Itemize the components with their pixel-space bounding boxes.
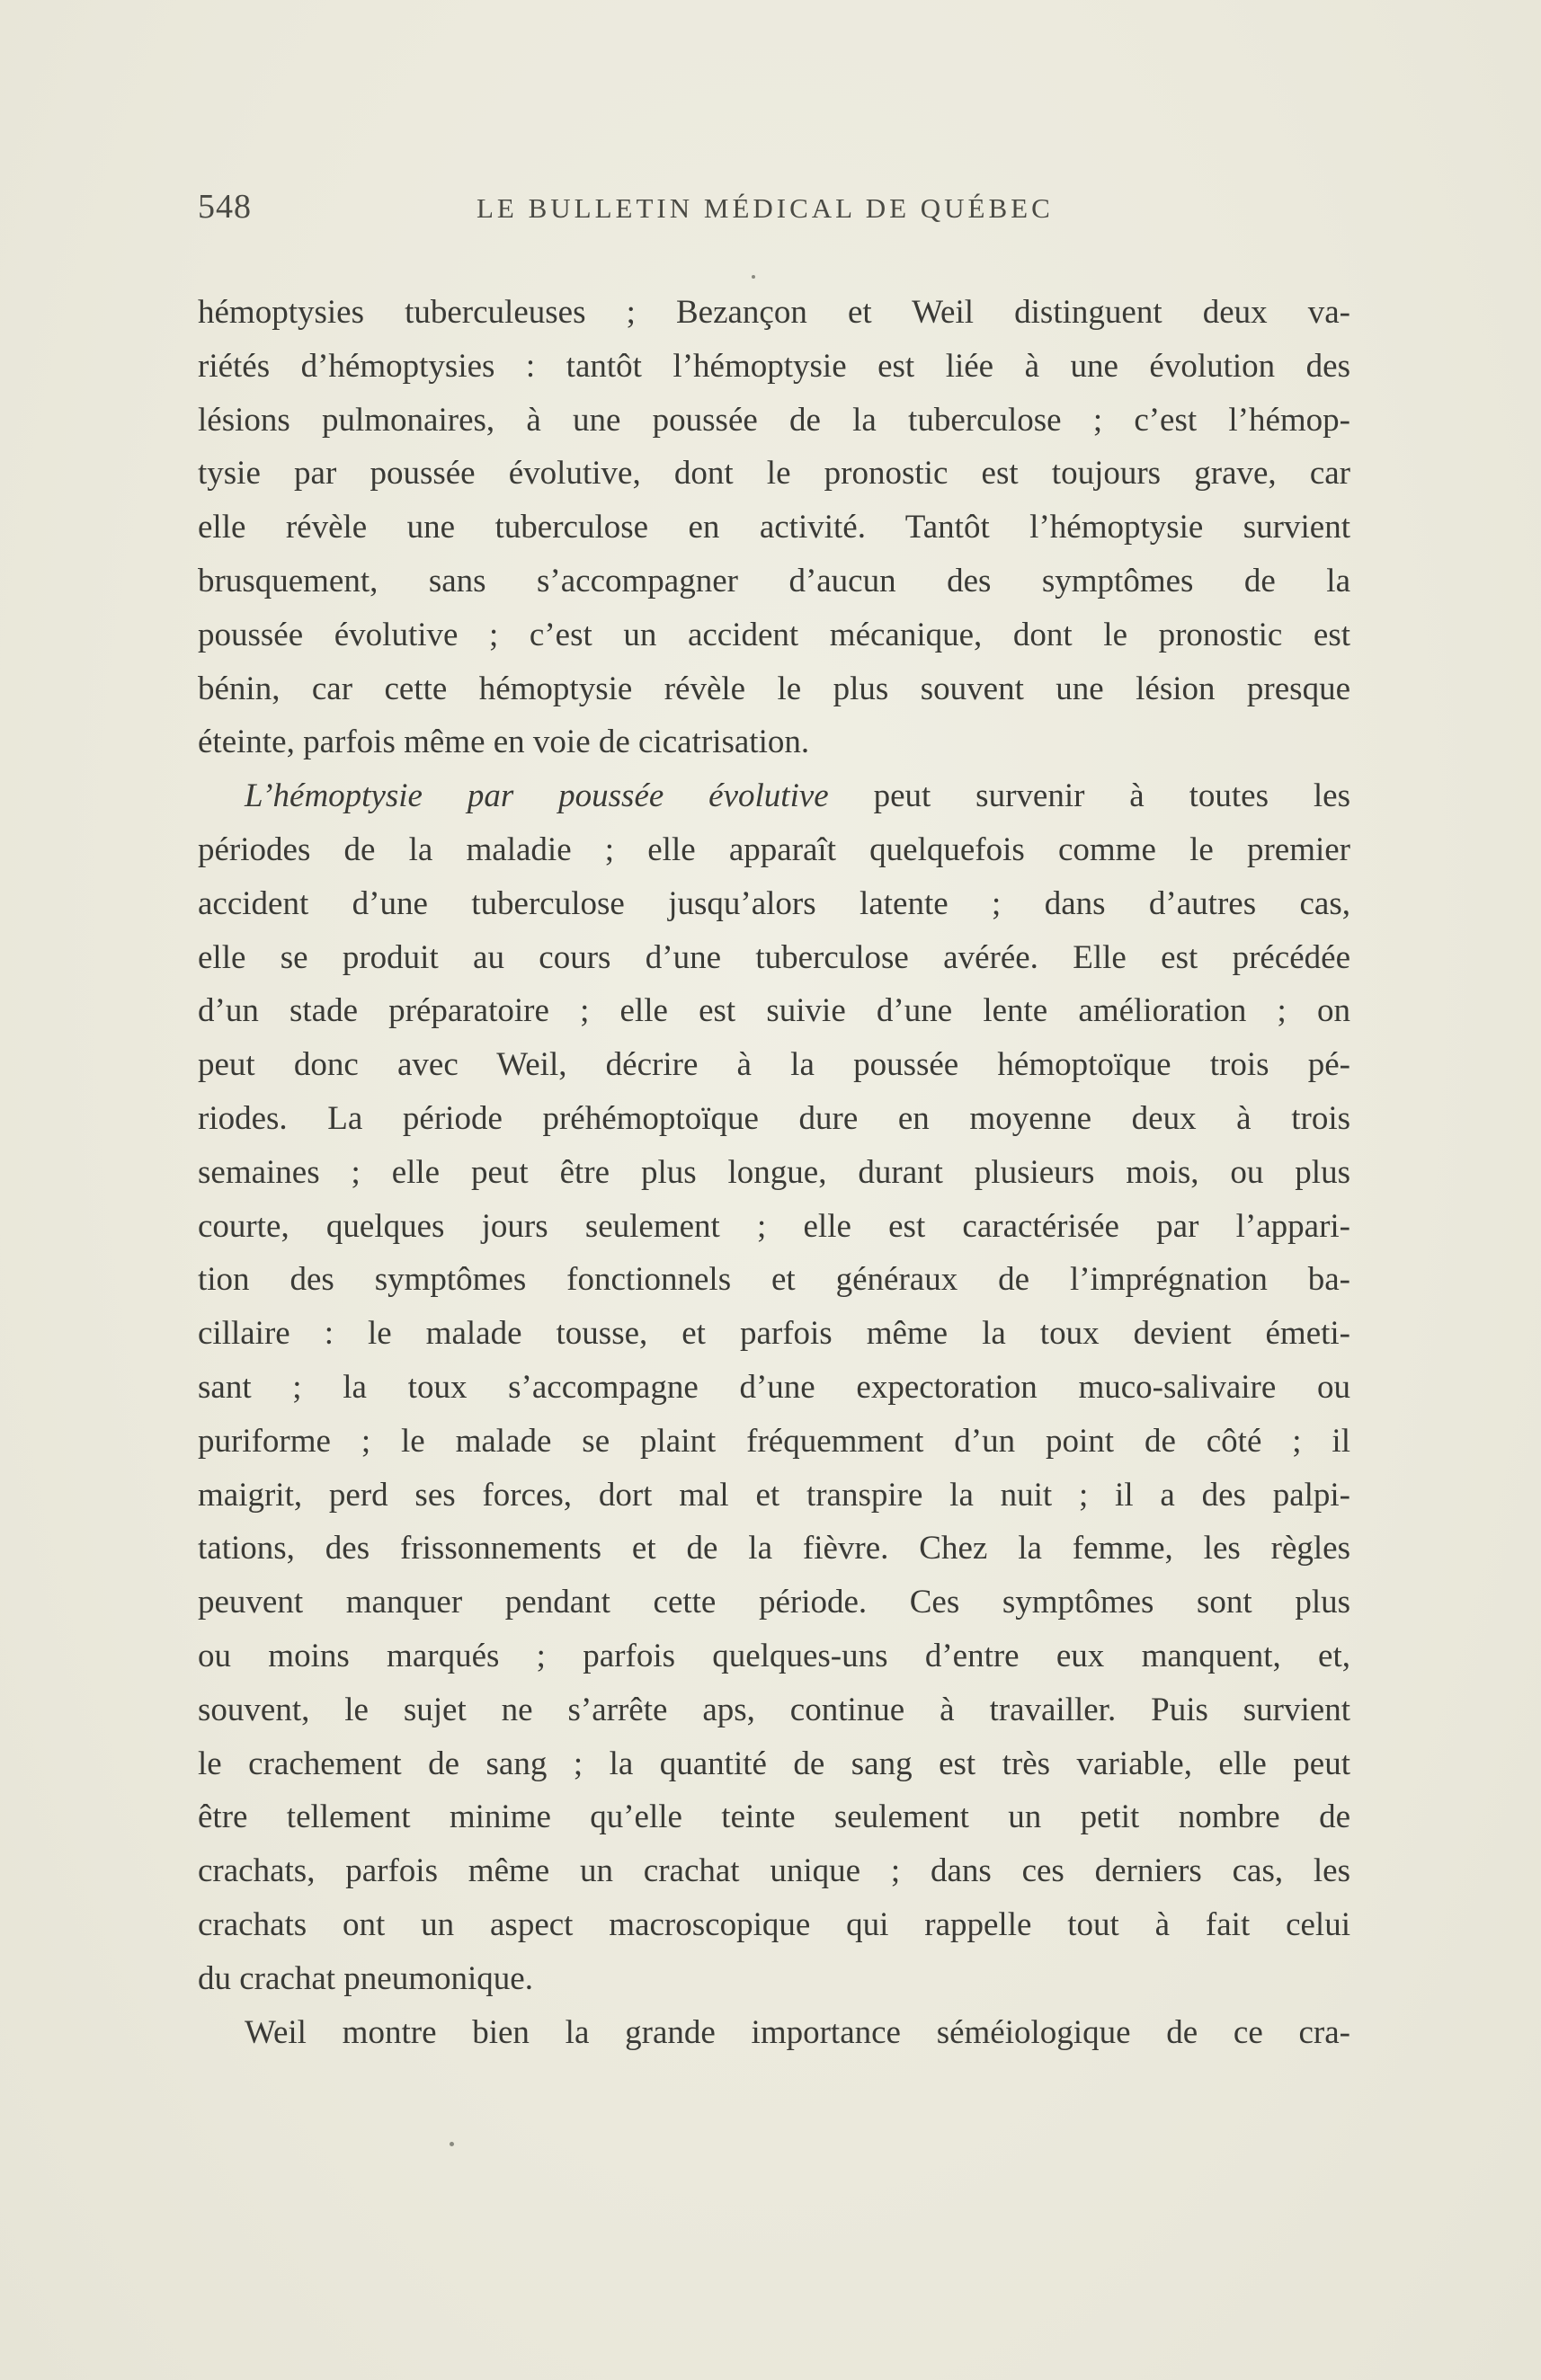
text-line: puriforme ; le malade se plaint fréquemment d’un point de côté ; il bbox=[198, 1422, 1350, 1460]
text-line: sant ; la toux s’accompagne d’une expectoration muco-salivaire ou bbox=[198, 1368, 1350, 1406]
text-line: semaines ; elle peut être plus longue, durant plusieurs mois, ou plus bbox=[198, 1153, 1350, 1191]
page-number: 548 bbox=[198, 188, 252, 226]
text-line: riétés d’hémoptysies : tantôt l’hémoptysie est liée à une évolution des bbox=[198, 347, 1350, 385]
running-title: LE BULLETIN MÉDICAL DE QUÉBEC bbox=[477, 192, 1054, 224]
text-line: souvent, le sujet ne s’arrête aps, continue à travailler. Puis survient bbox=[198, 1691, 1350, 1728]
line-rest: peut survenir à toutes les bbox=[828, 777, 1350, 815]
page-header bbox=[198, 187, 1350, 232]
italic-lead: L’hémoptysie par poussée évolutive bbox=[245, 777, 829, 815]
text-line: poussée évolutive ; c’est un accident mécanique, dont le pronostic est bbox=[198, 616, 1350, 653]
text-line-paragraph-start bbox=[198, 769, 1350, 823]
text-line: riodes. La période préhémoptoïque dure en moyenne deux à trois bbox=[198, 1099, 1350, 1137]
paper-speck bbox=[450, 2142, 454, 2146]
text-line: hémoptysies tuberculeuses ; Bezançon et Weil distinguent deux va- bbox=[198, 294, 1350, 331]
paper-speck bbox=[752, 275, 755, 279]
text-line: cillaire : le malade tousse, et parfois même la toux devient émeti- bbox=[198, 1315, 1350, 1353]
text-line: crachats ont un aspect macroscopique qui rappelle tout à fait celui bbox=[198, 1905, 1350, 1943]
text-line: lésions pulmonaires, à une poussée de la tuberculose ; c’est l’hémop- bbox=[198, 401, 1350, 439]
text-line: peuvent manquer pendant cette période. Ces symptômes sont plus bbox=[198, 1584, 1350, 1621]
text-line: elle se produit au cours d’une tuberculose avérée. Elle est précédée bbox=[198, 938, 1350, 976]
text-line: brusquement, sans s’accompagner d’aucun des symptômes de la bbox=[198, 562, 1350, 599]
text-line-paragraph-start: Weil montre bien la grande importance séméiologique de ce cra- bbox=[245, 2013, 1350, 2051]
text-line: elle révèle une tuberculose en activité. Tantôt l’hémoptysie survient bbox=[198, 509, 1350, 546]
text-line: périodes de la maladie ; elle apparaît quelquefois comme le premier bbox=[198, 830, 1350, 868]
text-line: courte, quelques jours seulement ; elle est caractérisée par l’appari- bbox=[198, 1207, 1350, 1245]
text-line: crachats, parfois même un crachat unique ; dans ces derniers cas, les bbox=[198, 1852, 1350, 1890]
body-text bbox=[198, 286, 1350, 2059]
text-line: accident d’une tuberculose jusqu’alors latente ; dans d’autres cas, bbox=[198, 884, 1350, 922]
text-line: du crachat pneumonique. bbox=[198, 1959, 533, 1997]
text-line: tysie par poussée évolutive, dont le pronostic est toujours grave, car bbox=[198, 455, 1350, 493]
text-line: peut donc avec Weil, décrire à la poussée hémoptoïque trois pé- bbox=[198, 1046, 1350, 1084]
text-line: tion des symptômes fonctionnels et généraux de l’imprégnation ba- bbox=[198, 1261, 1350, 1299]
text-line: ou moins marqués ; parfois quelques-uns d’entre eux manquent, et, bbox=[198, 1637, 1350, 1674]
text-line: maigrit, perd ses forces, dort mal et transpire la nuit ; il a des palpi- bbox=[198, 1476, 1350, 1514]
text-line: tations, des frissonnements et de la fièvre. Chez la femme, les règles bbox=[198, 1530, 1350, 1567]
text-line: être tellement minime qu’elle teinte seulement un petit nombre de bbox=[198, 1798, 1350, 1836]
text-line: le crachement de sang ; la quantité de sang est très variable, elle peut bbox=[198, 1745, 1350, 1782]
text-line: éteinte, parfois même en voie de cicatrisation. bbox=[198, 724, 810, 761]
text-line: d’un stade préparatoire ; elle est suivie d’une lente amélioration ; on bbox=[198, 992, 1350, 1030]
text-line: bénin, car cette hémoptysie révèle le plus souvent une lésion presque bbox=[198, 670, 1350, 707]
